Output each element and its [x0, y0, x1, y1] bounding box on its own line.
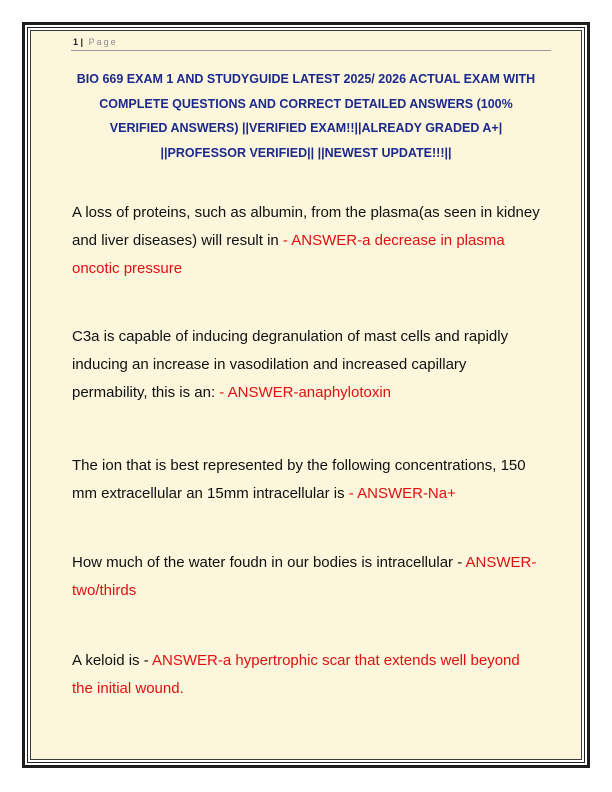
page-header — [73, 37, 118, 47]
page-number: 1 — [73, 37, 79, 47]
question-text: C3a is capable of inducing degranulation of mast cells and rapidly inducing an increase in vasodilation and increased capillary permability, this is an: — [72, 328, 509, 401]
header-separator: | — [80, 37, 84, 47]
qa-item — [72, 323, 542, 407]
qa-item — [72, 199, 542, 283]
qa-item — [72, 452, 542, 508]
question-text: The ion that is best represented by the following concentrations, 150 mm extracellular an 15mm intracellular is — [72, 457, 526, 502]
page-label: Page — [88, 37, 118, 47]
answer-text: ANSWER-two/thirds — [72, 554, 537, 599]
qa-item — [72, 549, 542, 605]
answer-text: ANSWER-a hypertrophic scar that extends well beyond the initial wound. — [72, 652, 520, 697]
header-rule — [71, 50, 551, 51]
qa-item — [72, 647, 542, 703]
answer-text: - ANSWER-Na+ — [348, 485, 456, 502]
question-text: A keloid is - — [72, 652, 153, 669]
answer-text: - ANSWER-a decrease in plasma oncotic pressure — [72, 232, 505, 277]
answer-text: - ANSWER-anaphylotoxin — [219, 384, 392, 401]
document-title: BIO 669 EXAM 1 AND STUDYGUIDE LATEST 2025/ 2026 ACTUAL EXAM WITH COMPLETE QUESTIONS AND CORRECT DETAILED ANSWERS (100% VERIFIED ANSWERS) ||VERIFIED EXAM!!||ALREADY GRADED A+| ||PROFESSOR VERIFIED|| ||NEWEST UPDATE!!!|| — [76, 72, 536, 160]
question-text: A loss of proteins, such as albumin, from the plasma(as seen in kidney and liver diseases) will result in — [72, 204, 540, 249]
question-text: How much of the water foudn in our bodies is intracellular - — [72, 554, 466, 571]
